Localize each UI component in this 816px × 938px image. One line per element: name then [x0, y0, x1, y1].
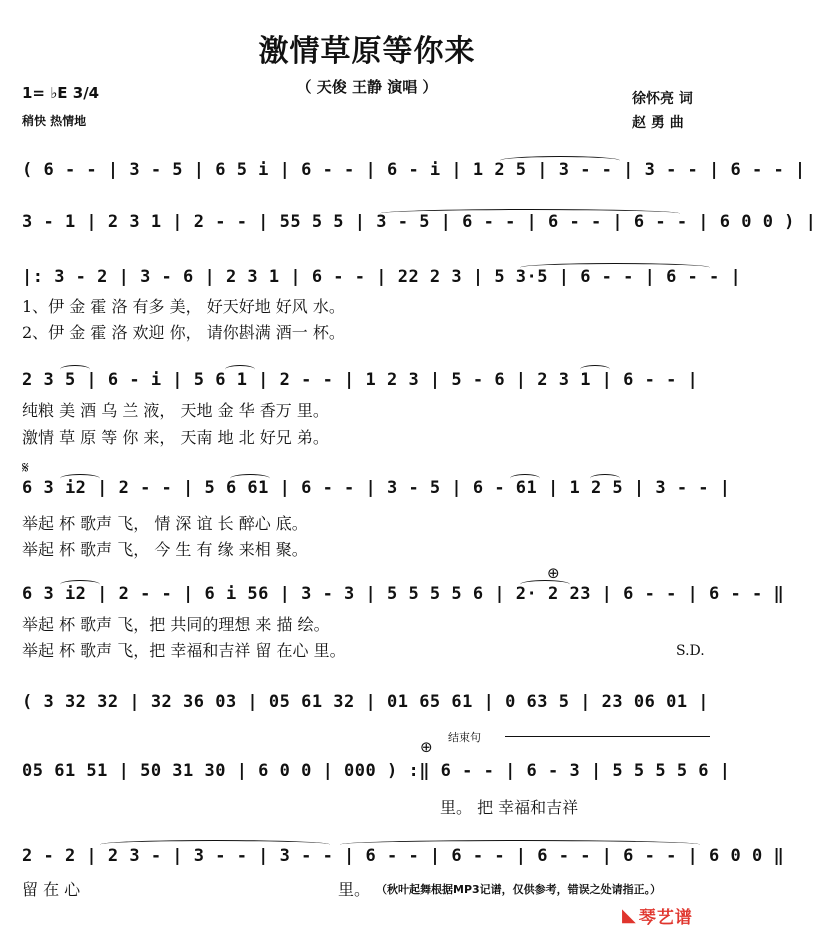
logo-text: 琴艺谱: [638, 908, 693, 928]
music-line-8: 05 61 51 | 50 31 30 | 6 0 0 | 000 ) :‖ 6 - - | 6 - 3 | 5 5 5 5 6 |: [22, 761, 731, 781]
slur-arc: [60, 474, 100, 483]
tempo-marking: 稍快 热情地: [22, 114, 87, 128]
slur-arc: [60, 580, 100, 589]
music-line-5: 6 3 i2 | 2 - - | 5 6 61 | 6 - - | 3 - 5 | 6 - 61 | 1 2 5 | 3 - - |: [22, 478, 731, 498]
slur-arc: [100, 840, 330, 849]
lyric-line-1: 1、伊 金 霍 洛 有多 美， 好天好地 好风 水。: [22, 297, 345, 316]
ending-label: 结束句: [448, 731, 481, 744]
ending-coda-sign: ⊕: [420, 738, 433, 756]
slur-arc: [500, 156, 620, 165]
slur-arc: [590, 474, 620, 483]
slur-arc: [520, 580, 570, 589]
lyric-line-7: 举起 杯 歌声 飞，把 共同的理想 来 描 绘。: [22, 615, 330, 634]
music-line-2: 3 - 1 | 2 3 1 | 2 - - | 55 5 5 | 3 - 5 | 6 - - | 6 - - | 6 - - | 6 0 0 ) |: [22, 212, 816, 232]
music-line-9: 2 - 2 | 2 3 - | 3 - - | 3 - - | 6 - - | 6 - - | 6 - - | 6 - - | 6 0 0 ‖: [22, 846, 785, 866]
slur-arc: [60, 365, 90, 374]
performers-subtitle: （ 天俊 王静 演唱 ）: [296, 78, 438, 96]
music-line-3: |: 3 - 2 | 3 - 6 | 2 3 1 | 6 - - | 22 2 3 | 5 3·5 | 6 - - | 6 - - |: [22, 267, 742, 287]
slur-arc: [225, 365, 255, 374]
dal-segno-mark: S.D.: [676, 643, 705, 659]
song-title: 激情草原等你来: [258, 34, 476, 69]
lyric-line-3: 纯粮 美 酒 乌 兰 液， 天地 金 华 香万 里。: [22, 401, 329, 420]
lyric-line-5: 举起 杯 歌声 飞， 情 深 谊 长 醉心 底。: [22, 514, 308, 533]
lyric-line-4: 激情 草 原 等 你 来， 天南 地 北 好兄 弟。: [22, 428, 329, 447]
lyric-line-10: 留 在 心: [22, 880, 81, 899]
site-logo: [622, 903, 693, 928]
slur-arc: [340, 840, 700, 849]
slur-arc: [380, 209, 680, 218]
lyric-line-2: 2、伊 金 霍 洛 欢迎 你， 请你斟满 酒一 杯。: [22, 323, 345, 342]
lyricist-credit: 徐怀亮 词: [632, 91, 693, 107]
music-line-1: ( 6 - - | 3 - 5 | 6 5 i | 6 - - | 6 - i | 1 2 5 | 3 - - | 3 - - | 6 - - |: [22, 160, 806, 180]
logo-icon: ◣: [622, 905, 636, 926]
music-line-6: 6 3 i2 | 2 - - | 6 i 56 | 3 - 3 | 5 5 5 5 6 | 2· 2 23 | 6 - - | 6 - - ‖: [22, 584, 785, 604]
slur-arc: [520, 263, 710, 272]
slur-arc: [510, 474, 540, 483]
lyric-line-9: 里。 把 幸福和吉祥: [440, 798, 579, 817]
key-signature: 1= ♭E 3/4: [22, 84, 100, 102]
music-line-7: ( 3 32 32 | 32 36 03 | 05 61 32 | 01 65 61 | 0 63 5 | 23 06 01 |: [22, 692, 710, 712]
lyric-line-8: 举起 杯 歌声 飞，把 幸福和吉祥 留 在心 里。: [22, 641, 346, 660]
lyric-line-6: 举起 杯 歌声 飞， 今 生 有 缘 来相 聚。: [22, 540, 308, 559]
coda-sign: ⊕: [547, 564, 560, 582]
ending-bracket-line: [505, 736, 710, 737]
composer-credit: 赵 勇 曲: [632, 115, 684, 131]
segno-sign: 𝄋: [22, 458, 29, 477]
transcriber-note: （秋叶起舞根据MP3记谱，仅供参考，错误之处请指正。）: [376, 883, 662, 896]
slur-arc: [580, 365, 610, 374]
music-line-4: 2 3 5 | 6 - i | 5 6 1 | 2 - - | 1 2 3 | 5 - 6 | 2 3 1 | 6 - - |: [22, 370, 699, 390]
slur-arc: [230, 474, 270, 483]
lyric-line-11: 里。: [338, 880, 371, 899]
